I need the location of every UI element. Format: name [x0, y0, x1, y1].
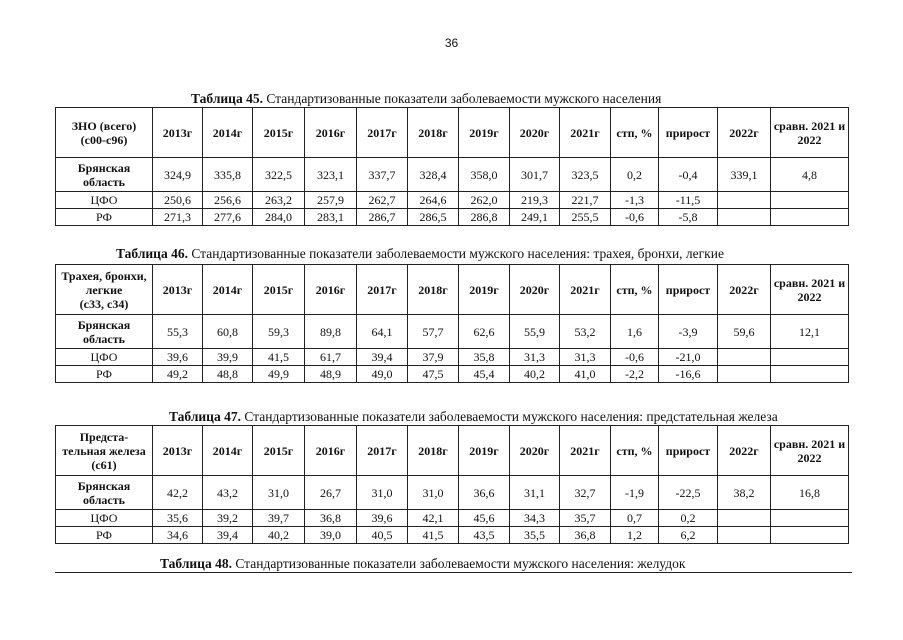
column-header: 2017г [357, 265, 408, 315]
column-header: 2014г [203, 108, 253, 158]
value-cell: 0,2 [611, 158, 659, 192]
value-cell: 42,2 [153, 476, 203, 510]
value-cell: 219,3 [510, 192, 560, 209]
column-header: прирост [659, 265, 718, 315]
value-cell: 31,0 [253, 476, 305, 510]
value-cell [718, 366, 771, 383]
value-cell: 35,5 [510, 527, 560, 544]
table-row [56, 315, 849, 349]
value-cell: 31,0 [408, 476, 459, 510]
value-cell: 322,5 [253, 158, 305, 192]
column-header: 2020г [510, 265, 560, 315]
header-label-cell [56, 426, 153, 476]
value-cell: 40,2 [253, 527, 305, 544]
column-header: 2013г [153, 265, 203, 315]
value-cell: 323,1 [305, 158, 357, 192]
column-header: 2021г [560, 426, 611, 476]
value-cell: -22,5 [659, 476, 718, 510]
value-cell: 34,6 [153, 527, 203, 544]
value-cell: -0,4 [659, 158, 718, 192]
column-header: стп, % [611, 108, 659, 158]
value-cell: 39,2 [203, 510, 253, 527]
value-cell: 36,6 [459, 476, 510, 510]
caption-number: Таблица 48. [160, 556, 232, 571]
value-cell: 250,6 [153, 192, 203, 209]
row-label [56, 510, 153, 527]
value-cell: 41,5 [408, 527, 459, 544]
value-cell: 31,3 [560, 349, 611, 366]
value-cell [718, 527, 771, 544]
column-header: стп, % [611, 426, 659, 476]
table-row [56, 527, 849, 544]
column-header: прирост [659, 426, 718, 476]
column-header: 2020г [510, 426, 560, 476]
value-cell: 39,4 [357, 349, 408, 366]
header-row [56, 108, 849, 158]
value-cell: 35,8 [459, 349, 510, 366]
value-cell: 55,9 [510, 315, 560, 349]
value-cell: 339,1 [718, 158, 771, 192]
value-cell: 6,2 [659, 527, 718, 544]
header-label-line: (с61) [91, 457, 117, 472]
column-header: 2019г [459, 108, 510, 158]
row-label-line: область [83, 174, 125, 189]
column-header: 2017г [357, 426, 408, 476]
value-cell: 39,7 [253, 510, 305, 527]
value-cell: -2,2 [611, 366, 659, 383]
row-label [56, 476, 153, 510]
row-label-line: ЦФО [90, 193, 118, 207]
value-cell: 38,2 [718, 476, 771, 510]
value-cell: 47,5 [408, 366, 459, 383]
value-cell: 31,0 [357, 476, 408, 510]
value-cell: 263,2 [253, 192, 305, 209]
value-cell: 31,3 [510, 349, 560, 366]
caption-text: Стандартизованные показатели заболеваемости мужского населения: предстательная железа [240, 409, 778, 424]
value-cell: 31,1 [510, 476, 560, 510]
value-cell: -16,6 [659, 366, 718, 383]
value-cell: -0,6 [611, 349, 659, 366]
table-row [56, 366, 849, 383]
column-header: 2022г [718, 265, 771, 315]
column-header: сравн. 2021 и 2022 [771, 426, 849, 476]
value-cell: 43,5 [459, 527, 510, 544]
table-48-caption [160, 556, 685, 572]
column-header: 2015г [253, 426, 305, 476]
value-cell: 48,8 [203, 366, 253, 383]
row-label-line: Брянская [77, 317, 131, 332]
value-cell: 271,3 [153, 209, 203, 226]
value-cell: 255,5 [560, 209, 611, 226]
table-47 [55, 425, 849, 544]
header-label-line: легкие [85, 282, 123, 297]
value-cell: 277,6 [203, 209, 253, 226]
column-header: 2019г [459, 426, 510, 476]
row-label-line: РФ [96, 367, 112, 381]
caption-number: Таблица 47. [169, 409, 241, 424]
value-cell: 41,5 [253, 349, 305, 366]
value-cell: 358,0 [459, 158, 510, 192]
header-label-cell [56, 108, 153, 158]
value-cell: 39,4 [203, 527, 253, 544]
caption-number: Таблица 45. [191, 91, 263, 106]
column-header: 2017г [357, 108, 408, 158]
column-header: 2014г [203, 265, 253, 315]
value-cell: 286,8 [459, 209, 510, 226]
header-label-line: Предста- [79, 429, 129, 444]
caption-text: Стандартизованные показатели заболеваемости мужского населения: трахея, бронхи, легкие [187, 246, 724, 261]
value-cell [718, 510, 771, 527]
column-header: 2013г [153, 426, 203, 476]
value-cell: 323,5 [560, 158, 611, 192]
column-header: 2018г [408, 265, 459, 315]
value-cell: -5,8 [659, 209, 718, 226]
value-cell: -3,9 [659, 315, 718, 349]
page-number: 36 [444, 36, 459, 50]
table-row [56, 158, 849, 192]
table-row [56, 349, 849, 366]
value-cell: 39,6 [357, 510, 408, 527]
value-cell: 286,7 [357, 209, 408, 226]
value-cell: 60,8 [203, 315, 253, 349]
row-label [56, 209, 153, 226]
value-cell: 4,8 [771, 158, 849, 192]
value-cell: 49,2 [153, 366, 203, 383]
column-header: сравн. 2021 и 2022 [771, 108, 849, 158]
value-cell: 55,3 [153, 315, 203, 349]
header-label-line: (с00-с96) [80, 132, 128, 147]
table-46-caption [116, 246, 724, 262]
value-cell: 256,6 [203, 192, 253, 209]
value-cell: 221,7 [560, 192, 611, 209]
value-cell: 284,0 [253, 209, 305, 226]
header-row [56, 265, 849, 315]
value-cell: 40,5 [357, 527, 408, 544]
value-cell: 39,6 [153, 349, 203, 366]
value-cell: 337,7 [357, 158, 408, 192]
value-cell: -0,6 [611, 209, 659, 226]
column-header: 2018г [408, 108, 459, 158]
value-cell: 12,1 [771, 315, 849, 349]
row-label-line: РФ [96, 528, 112, 542]
table-47-caption [169, 409, 778, 425]
value-cell [771, 209, 849, 226]
value-cell: 34,3 [510, 510, 560, 527]
row-label-line: ЦФО [90, 350, 118, 364]
header-label-line: Трахея, бронхи, [61, 268, 147, 283]
row-label-line: область [83, 331, 125, 346]
row-label [56, 527, 153, 544]
value-cell: 39,9 [203, 349, 253, 366]
value-cell: 35,7 [560, 510, 611, 527]
value-cell: 45,6 [459, 510, 510, 527]
value-cell: -21,0 [659, 349, 718, 366]
column-header: 2013г [153, 108, 203, 158]
caption-text: Стандартизованные показатели заболеваемости мужского населения: желудок [231, 556, 686, 571]
row-label [56, 315, 153, 349]
value-cell: 1,2 [611, 527, 659, 544]
value-cell: 26,7 [305, 476, 357, 510]
value-cell: 61,7 [305, 349, 357, 366]
column-header: 2022г [718, 426, 771, 476]
row-label [56, 158, 153, 192]
value-cell: 57,7 [408, 315, 459, 349]
column-header: 2019г [459, 265, 510, 315]
row-label-line: ЦФО [90, 511, 118, 525]
table-row [56, 510, 849, 527]
table-46 [55, 264, 849, 383]
column-header: 2016г [305, 426, 357, 476]
value-cell: 48,9 [305, 366, 357, 383]
value-cell: 0,2 [659, 510, 718, 527]
table-45-caption [191, 91, 661, 107]
value-cell: -1,3 [611, 192, 659, 209]
column-header: 2020г [510, 108, 560, 158]
value-cell: 257,9 [305, 192, 357, 209]
value-cell: -11,5 [659, 192, 718, 209]
value-cell: 286,5 [408, 209, 459, 226]
header-label-line: ЗНО (всего) [71, 118, 137, 133]
bottom-rule [55, 572, 852, 573]
column-header: 2021г [560, 265, 611, 315]
table-row [56, 209, 849, 226]
caption-number: Таблица 46. [116, 246, 188, 261]
value-cell [771, 510, 849, 527]
caption-text: Стандартизованные показатели заболеваемости мужского населения [262, 91, 662, 106]
row-label [56, 192, 153, 209]
value-cell: 0,7 [611, 510, 659, 527]
header-label-line: (с33, с34) [79, 296, 129, 311]
value-cell: 64,1 [357, 315, 408, 349]
row-label-line: Брянская [77, 160, 131, 175]
value-cell: 53,2 [560, 315, 611, 349]
column-header: сравн. 2021 и 2022 [771, 265, 849, 315]
value-cell: 43,2 [203, 476, 253, 510]
value-cell: 36,8 [560, 527, 611, 544]
value-cell: -1,9 [611, 476, 659, 510]
value-cell: 49,0 [357, 366, 408, 383]
column-header: 2016г [305, 265, 357, 315]
value-cell: 328,4 [408, 158, 459, 192]
table-row [56, 192, 849, 209]
value-cell: 42,1 [408, 510, 459, 527]
row-label-line: Брянская [77, 478, 131, 493]
value-cell [771, 192, 849, 209]
value-cell: 37,9 [408, 349, 459, 366]
value-cell: 283,1 [305, 209, 357, 226]
column-header: 2015г [253, 265, 305, 315]
value-cell: 39,0 [305, 527, 357, 544]
row-label-line: РФ [96, 210, 112, 224]
value-cell: 40,2 [510, 366, 560, 383]
value-cell: 35,6 [153, 510, 203, 527]
value-cell: 16,8 [771, 476, 849, 510]
column-header: 2015г [253, 108, 305, 158]
value-cell: 59,3 [253, 315, 305, 349]
value-cell [718, 349, 771, 366]
value-cell: 49,9 [253, 366, 305, 383]
row-label [56, 349, 153, 366]
value-cell [771, 366, 849, 383]
header-label-line: тельная железа [62, 443, 146, 458]
column-header: 2018г [408, 426, 459, 476]
value-cell: 262,0 [459, 192, 510, 209]
column-header: стп, % [611, 265, 659, 315]
table-45 [55, 107, 849, 226]
value-cell: 249,1 [510, 209, 560, 226]
value-cell: 45,4 [459, 366, 510, 383]
column-header: 2014г [203, 426, 253, 476]
value-cell: 62,6 [459, 315, 510, 349]
value-cell: 262,7 [357, 192, 408, 209]
value-cell: 36,8 [305, 510, 357, 527]
value-cell: 89,8 [305, 315, 357, 349]
value-cell: 59,6 [718, 315, 771, 349]
header-row [56, 426, 849, 476]
column-header: прирост [659, 108, 718, 158]
value-cell [718, 209, 771, 226]
column-header: 2016г [305, 108, 357, 158]
row-label-line: область [83, 492, 125, 507]
value-cell: 32,7 [560, 476, 611, 510]
value-cell [771, 527, 849, 544]
value-cell: 264,6 [408, 192, 459, 209]
value-cell [771, 349, 849, 366]
value-cell [718, 192, 771, 209]
column-header: 2022г [718, 108, 771, 158]
row-label [56, 366, 153, 383]
value-cell: 41,0 [560, 366, 611, 383]
value-cell: 324,9 [153, 158, 203, 192]
value-cell: 335,8 [203, 158, 253, 192]
column-header: 2021г [560, 108, 611, 158]
value-cell: 1,6 [611, 315, 659, 349]
header-label-cell [56, 265, 153, 315]
value-cell: 301,7 [510, 158, 560, 192]
table-row [56, 476, 849, 510]
